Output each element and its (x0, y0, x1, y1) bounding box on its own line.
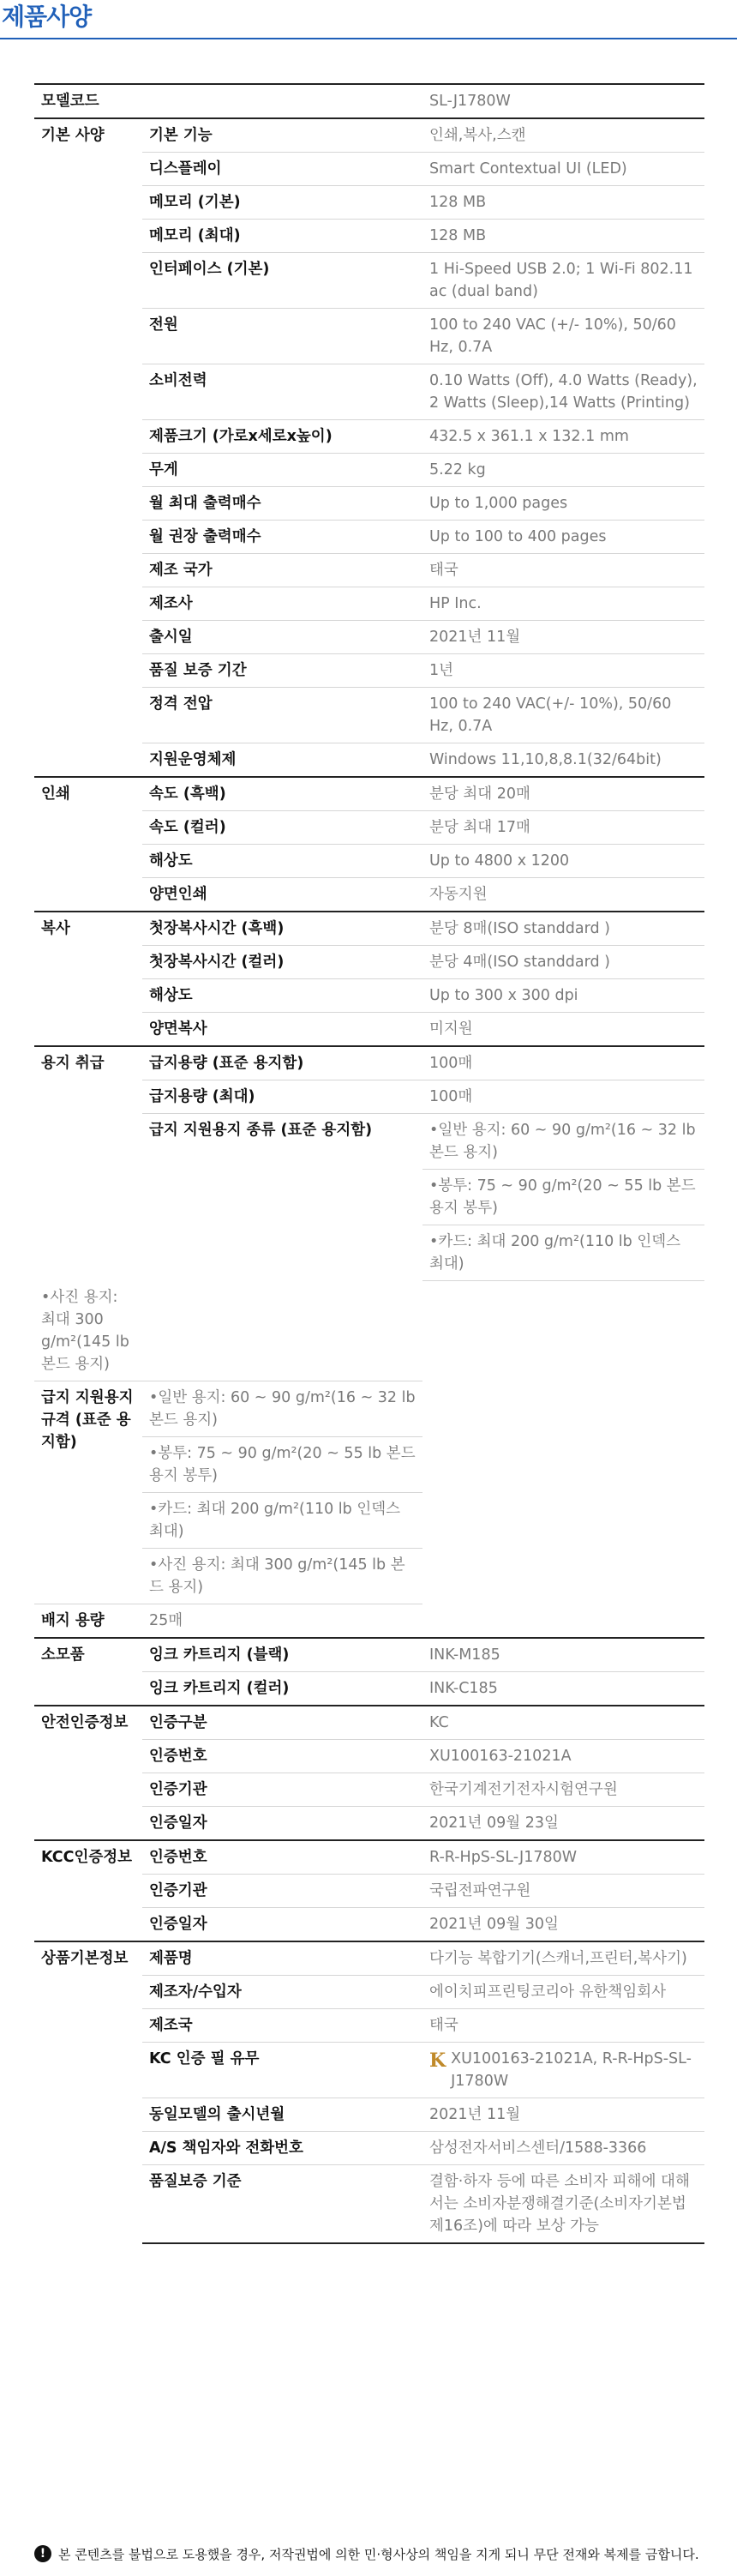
spec-value-item: •일반 용지: 60 ~ 90 g/m²(16 ~ 32 lb 본드 용지) (422, 1114, 704, 1170)
spec-value-item: •카드: 최대 200 g/m²(110 lb 인덱스 최대) (142, 1492, 422, 1548)
spec-key: 메모리 (최대) (142, 220, 422, 253)
spec-value: 2021년 09월 30일 (422, 1907, 704, 1941)
spec-category: 기본 사양 (34, 118, 142, 777)
spec-key: 품질 보증 기간 (142, 654, 422, 688)
spec-value-item: •봉투: 75 ~ 90 g/m²(20 ~ 55 lb 본드 용지 봉투) (422, 1170, 704, 1225)
spec-row (34, 1941, 704, 1976)
spec-value-item: •일반 용지: 60 ~ 90 g/m²(16 ~ 32 lb 본드 용지) (142, 1381, 422, 1436)
spec-table-container (34, 83, 704, 2244)
spec-key: 제품크기 (가로x세로x높이) (142, 420, 422, 454)
spec-key: 잉크 카트리지 (블랙) (142, 1638, 422, 1672)
spec-value-item: •사진 용지: 최대 300 g/m²(145 lb 본드 용지) (142, 1548, 422, 1604)
spec-key: 전원 (142, 309, 422, 364)
spec-key: 첫장복사시간 (컬러) (142, 946, 422, 979)
spec-value: 2021년 11월 (422, 621, 704, 654)
spec-row (34, 1046, 704, 1080)
spec-category: 안전인증정보 (34, 1706, 142, 1840)
spec-key: 정격 전압 (142, 688, 422, 743)
spec-key: A/S 책임자와 전화번호 (142, 2131, 422, 2164)
spec-category: 용지 취급 (34, 1046, 142, 1281)
spec-key: 기본 기능 (142, 118, 422, 153)
spec-key: 월 최대 출력매수 (142, 487, 422, 521)
spec-key: 급지용량 (최대) (142, 1080, 422, 1114)
spec-key: 제조국 (142, 2008, 422, 2042)
spec-value: 0.10 Watts (Off), 4.0 Watts (Ready), 2 Watts (Sleep),14 Watts (Printing) (422, 364, 704, 420)
spec-key: KC 인증 필 유무 (142, 2042, 422, 2098)
spec-value: SL-J1780W (422, 84, 704, 118)
spec-key: 급지용량 (표준 용지함) (142, 1046, 422, 1080)
spec-key: 인증기관 (142, 1773, 422, 1806)
spec-key: 속도 (흑백) (142, 777, 422, 811)
spec-value: 분당 최대 17매 (422, 811, 704, 845)
spec-row (34, 1840, 704, 1875)
spec-value: 태국 (422, 2008, 704, 2042)
spec-key: 배지 용량 (34, 1604, 142, 1638)
spec-value: 분당 최대 20매 (422, 777, 704, 811)
spec-value: 432.5 x 361.1 x 132.1 mm (422, 420, 704, 454)
spec-table (34, 83, 704, 2244)
spec-row (34, 1638, 704, 1672)
spec-value: 에이치피프린팅코리아 유한책임회사 (422, 1975, 704, 2008)
spec-key: 급지 지원용지 종류 (표준 용지함) (142, 1114, 422, 1381)
spec-key: 동일모델의 출시년월 (142, 2098, 422, 2131)
spec-key: 잉크 카트리지 (컬러) (142, 1671, 422, 1706)
spec-value: 분당 8매(ISO standdard ) (422, 912, 704, 946)
spec-key: 소비전력 (142, 364, 422, 420)
spec-category: KCC인증정보 (34, 1840, 142, 1941)
spec-row (34, 1381, 704, 1436)
spec-value: 128 MB (422, 220, 704, 253)
spec-key: 양면복사 (142, 1013, 422, 1047)
spec-row (34, 84, 704, 118)
spec-key: 출시일 (142, 621, 422, 654)
copyright-notice (34, 2542, 711, 2566)
spec-key: 제품명 (142, 1941, 422, 1976)
spec-key: 월 권장 출력매수 (142, 521, 422, 554)
spec-value: 2021년 11월 (422, 2098, 704, 2131)
spec-category: 소모품 (34, 1638, 142, 1706)
spec-value: 분당 4매(ISO standdard ) (422, 946, 704, 979)
spec-value: 100매 (422, 1080, 704, 1114)
spec-value-item: •봉투: 75 ~ 90 g/m²(20 ~ 55 lb 본드 용지 봉투) (142, 1436, 422, 1492)
spec-key: 양면인쇄 (142, 878, 422, 912)
spec-value: 1년 (422, 654, 704, 688)
spec-value: 100 to 240 VAC (+/- 10%), 50/60 Hz, 0.7A (422, 309, 704, 364)
exclamation-icon: ! (34, 2545, 51, 2562)
spec-key: 제조 국가 (142, 554, 422, 587)
spec-value: 2021년 09월 23일 (422, 1806, 704, 1840)
spec-value: Up to 1,000 pages (422, 487, 704, 521)
spec-value: 100매 (422, 1046, 704, 1080)
spec-value: 다기능 복합기기(스캐너,프린터,복사기) (422, 1941, 704, 1976)
spec-key: 제조자/수입자 (142, 1975, 422, 2008)
spec-key: 인증구분 (142, 1706, 422, 1740)
spec-key: 해상도 (142, 845, 422, 878)
spec-value-item: •사진 용지: 최대 300 g/m²(145 lb 본드 용지) (34, 1281, 142, 1381)
spec-key: 인터페이스 (기본) (142, 253, 422, 309)
spec-key: 인증번호 (142, 1739, 422, 1773)
spec-key: 품질보증 기준 (142, 2164, 422, 2243)
spec-row (34, 118, 704, 153)
spec-value: 128 MB (422, 186, 704, 220)
spec-category: 모델코드 (34, 84, 142, 118)
spec-value: 결함·하자 등에 따른 소비자 피해에 대해서는 소비자분쟁해결기준(소비자기본법 제16조)에 따라 보상 가능 (422, 2164, 704, 2243)
spec-row (34, 777, 704, 811)
spec-category: 복사 (34, 912, 142, 1046)
spec-value: 미지원 (422, 1013, 704, 1047)
spec-value: INK-M185 (422, 1638, 704, 1672)
spec-key: 첫장복사시간 (흑백) (142, 912, 422, 946)
spec-value: 100 to 240 VAC(+/- 10%), 50/60 Hz, 0.7A (422, 688, 704, 743)
spec-value: KC (422, 1706, 704, 1740)
spec-key: 디스플레이 (142, 153, 422, 186)
spec-value: R-R-HpS-SL-J1780W (422, 1840, 704, 1875)
spec-category: 인쇄 (34, 777, 142, 912)
spec-row (34, 1604, 704, 1638)
spec-key: 무게 (142, 454, 422, 487)
spec-value: Up to 100 to 400 pages (422, 521, 704, 554)
spec-key: 메모리 (기본) (142, 186, 422, 220)
spec-value: Up to 4800 x 1200 (422, 845, 704, 878)
title-divider (0, 38, 737, 39)
spec-category: 상품기본정보 (34, 1941, 142, 2243)
spec-key: 제조사 (142, 587, 422, 621)
spec-key: 해상도 (142, 979, 422, 1013)
spec-value: XU100163-21021A (422, 1739, 704, 1773)
spec-value: 태국 (422, 554, 704, 587)
spec-row (34, 1706, 704, 1740)
kc-certification-icon: K (429, 2049, 446, 2072)
spec-key: 지원운영체제 (142, 743, 422, 778)
spec-value: 1 Hi-Speed USB 2.0; 1 Wi-Fi 802.11 ac (dual band) (422, 253, 704, 309)
spec-value: Up to 300 x 300 dpi (422, 979, 704, 1013)
spec-value: 자동지원 (422, 878, 704, 912)
spec-key: 인증일자 (142, 1806, 422, 1840)
spec-row (34, 912, 704, 946)
spec-value: 삼성전자서비스센터/1588-3366 (422, 2131, 704, 2164)
page-title: 제품사양 (2, 3, 92, 31)
spec-value: HP Inc. (422, 587, 704, 621)
copyright-notice-text: 본 콘텐츠를 불법으로 도용했을 경우, 저작권법에 의한 민·형사상의 책임을 지게 되니 무단 전재와 복제를 금합니다. (58, 2546, 699, 2562)
spec-value: 인쇄,복사,스캔 (422, 118, 704, 153)
spec-key: 인증일자 (142, 1907, 422, 1941)
spec-value: 국립전파연구원 (422, 1874, 704, 1907)
spec-value: 5.22 kg (422, 454, 704, 487)
spec-key: 급지 지원용지 규격 (표준 용지함) (34, 1381, 142, 1604)
spec-value-item: •카드: 최대 200 g/m²(110 lb 인덱스 최대) (422, 1225, 704, 1281)
spec-key: 속도 (컬러) (142, 811, 422, 845)
spec-key: 인증기관 (142, 1874, 422, 1907)
spec-value: 25매 (142, 1604, 422, 1638)
spec-value: Smart Contextual UI (LED) (422, 153, 704, 186)
spec-value: Windows 11,10,8,8.1(32/64bit) (422, 743, 704, 778)
spec-key: 인증번호 (142, 1840, 422, 1875)
spec-value (422, 2042, 704, 2098)
spec-value: 한국기계전기전자시험연구원 (422, 1773, 704, 1806)
kc-certification-number: XU100163-21021A, R-R-HpS-SL-J1780W (451, 2049, 692, 2090)
spec-key (142, 84, 422, 118)
spec-value: INK-C185 (422, 1671, 704, 1706)
